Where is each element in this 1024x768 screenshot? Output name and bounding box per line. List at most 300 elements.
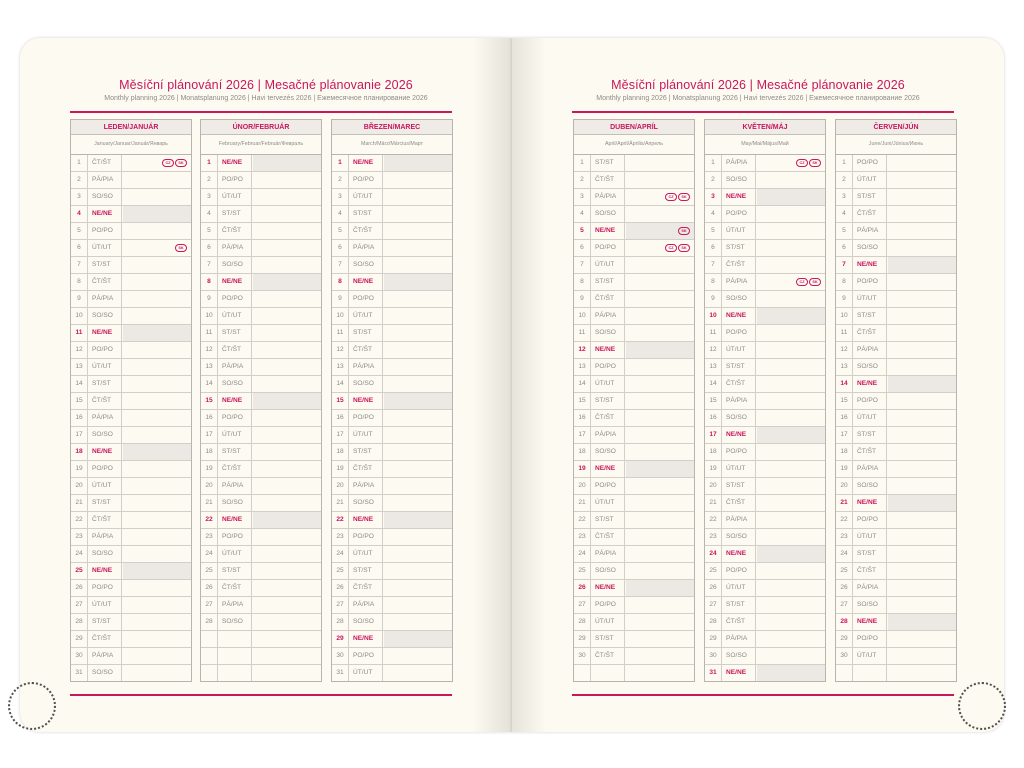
notes-cell[interactable] <box>253 597 321 613</box>
weekday-label: ČT/ŠT <box>722 376 756 392</box>
day-row <box>71 546 191 563</box>
notes-cell[interactable] <box>253 291 321 307</box>
notes-cell[interactable] <box>757 274 825 290</box>
notes-cell[interactable] <box>123 393 191 409</box>
notes-cell[interactable] <box>123 206 191 222</box>
notes-cell[interactable] <box>888 563 956 579</box>
weekday-label: PO/PO <box>853 274 887 290</box>
notes-cell[interactable] <box>888 291 956 307</box>
day-number: 5 <box>201 223 218 239</box>
notes-cell[interactable] <box>757 155 825 171</box>
notes-cell[interactable] <box>123 546 191 562</box>
month-translations: June/Juni/Június/Июнь <box>836 135 956 155</box>
notes-cell[interactable] <box>253 376 321 392</box>
notes-cell[interactable] <box>888 597 956 613</box>
notes-cell[interactable] <box>384 665 452 681</box>
day-row <box>201 512 321 529</box>
notes-cell[interactable] <box>253 495 321 511</box>
day-row <box>332 291 452 308</box>
notes-cell[interactable] <box>626 512 694 528</box>
weekday-label: PO/PO <box>853 631 887 647</box>
weekday-label: PO/PO <box>722 563 756 579</box>
weekday-label: ST/ST <box>722 597 756 613</box>
day-number: 24 <box>71 546 88 562</box>
notes-cell[interactable] <box>384 257 452 273</box>
notes-cell[interactable] <box>888 631 956 647</box>
notes-cell[interactable] <box>384 546 452 562</box>
notes-cell[interactable] <box>384 631 452 647</box>
notes-cell[interactable] <box>757 291 825 307</box>
notes-cell[interactable] <box>888 546 956 562</box>
day-row <box>574 240 694 257</box>
notes-cell[interactable] <box>123 257 191 273</box>
weekday-label: PO/PO <box>591 359 625 375</box>
day-number: 2 <box>201 172 218 188</box>
notes-cell[interactable] <box>757 427 825 443</box>
notes-cell[interactable] <box>626 631 694 647</box>
notes-cell[interactable] <box>888 427 956 443</box>
day-number: 23 <box>705 529 722 545</box>
day-row <box>201 274 321 291</box>
weekday-label: ST/ST <box>88 614 122 630</box>
notes-cell[interactable] <box>123 580 191 596</box>
notes-cell[interactable] <box>757 359 825 375</box>
notes-cell[interactable] <box>253 206 321 222</box>
day-number: 17 <box>71 427 88 443</box>
notes-cell[interactable] <box>384 308 452 324</box>
weekday-label: PÁ/PIA <box>853 580 887 596</box>
weekday-label: PÁ/PIA <box>853 461 887 477</box>
day-number: 25 <box>836 563 853 579</box>
weekday-label: SO/SO <box>218 376 252 392</box>
notes-cell[interactable] <box>757 563 825 579</box>
notes-cell[interactable] <box>253 240 321 256</box>
notes-cell[interactable] <box>757 648 825 664</box>
notes-cell[interactable] <box>888 155 956 171</box>
notes-cell[interactable] <box>626 614 694 630</box>
notes-cell[interactable] <box>626 359 694 375</box>
day-row <box>332 376 452 393</box>
day-row <box>332 240 452 257</box>
day-number: 9 <box>705 291 722 307</box>
weekday-label: SO/SO <box>591 563 625 579</box>
notes-cell[interactable] <box>626 546 694 562</box>
notes-cell[interactable] <box>757 580 825 596</box>
day-row <box>332 631 452 648</box>
day-row <box>71 563 191 580</box>
day-number: 30 <box>574 648 591 664</box>
day-number: 11 <box>201 325 218 341</box>
notes-cell[interactable] <box>123 240 191 256</box>
weekday-label: SO/SO <box>591 206 625 222</box>
notes-cell[interactable] <box>123 410 191 426</box>
day-row <box>705 563 825 580</box>
day-number: 7 <box>332 257 349 273</box>
notes-cell[interactable] <box>123 563 191 579</box>
day-number: 24 <box>705 546 722 562</box>
weekday-label: NE/NE <box>722 189 756 205</box>
notes-cell[interactable] <box>626 410 694 426</box>
day-row <box>705 648 825 665</box>
notes-cell[interactable] <box>123 291 191 307</box>
notes-cell[interactable] <box>253 461 321 477</box>
day-row <box>574 563 694 580</box>
weekday-label: SO/SO <box>722 172 756 188</box>
notes-cell[interactable] <box>384 495 452 511</box>
notes-cell[interactable] <box>757 478 825 494</box>
notes-cell[interactable] <box>253 325 321 341</box>
day-row <box>836 342 956 359</box>
notes-cell[interactable] <box>888 478 956 494</box>
notes-cell[interactable] <box>123 597 191 613</box>
notes-cell[interactable] <box>384 189 452 205</box>
day-number: 23 <box>71 529 88 545</box>
day-row <box>574 427 694 444</box>
day-number: 31 <box>705 665 722 681</box>
weekday-label: ST/ST <box>591 631 625 647</box>
notes-cell[interactable] <box>888 342 956 358</box>
notes-cell[interactable] <box>626 274 694 290</box>
notes-cell[interactable] <box>253 359 321 375</box>
weekday-label: NE/NE <box>853 257 887 273</box>
notes-cell[interactable] <box>626 206 694 222</box>
notes-cell[interactable] <box>253 172 321 188</box>
weekday-label: SO/SO <box>88 665 122 681</box>
notes-cell[interactable] <box>757 546 825 562</box>
notes-cell[interactable] <box>253 223 321 239</box>
day-number: 12 <box>332 342 349 358</box>
notes-cell[interactable] <box>626 172 694 188</box>
notes-cell[interactable] <box>384 614 452 630</box>
notes-cell[interactable] <box>123 427 191 443</box>
notes-cell[interactable] <box>384 580 452 596</box>
notes-cell[interactable] <box>757 308 825 324</box>
day-number: 10 <box>705 308 722 324</box>
notes-cell[interactable] <box>384 155 452 171</box>
weekday-label: ČT/ŠT <box>591 410 625 426</box>
day-number: 11 <box>71 325 88 341</box>
weekday-label: SO/SO <box>349 257 383 273</box>
notes-cell[interactable] <box>888 240 956 256</box>
notes-cell[interactable] <box>384 563 452 579</box>
day-row <box>332 393 452 410</box>
weekday-label: PO/PO <box>218 291 252 307</box>
notes-cell[interactable] <box>253 580 321 596</box>
notes-cell[interactable] <box>757 342 825 358</box>
weekday-label: ČT/ŠT <box>218 461 252 477</box>
notes-cell[interactable] <box>888 410 956 426</box>
notes-cell[interactable] <box>626 257 694 273</box>
notes-cell[interactable] <box>888 393 956 409</box>
notes-cell[interactable] <box>888 580 956 596</box>
notes-cell[interactable] <box>626 580 694 596</box>
weekday-label: PÁ/PIA <box>722 631 756 647</box>
notes-cell[interactable] <box>626 342 694 358</box>
day-number: 21 <box>836 495 853 511</box>
day-number: 19 <box>71 461 88 477</box>
day-row <box>71 427 191 444</box>
notes-cell[interactable] <box>757 444 825 460</box>
day-number: 3 <box>836 189 853 205</box>
weekday-label: SO/SO <box>853 359 887 375</box>
notes-cell[interactable] <box>384 444 452 460</box>
day-number: 8 <box>332 274 349 290</box>
notes-cell[interactable] <box>757 461 825 477</box>
day-row <box>332 410 452 427</box>
notes-cell[interactable] <box>626 240 694 256</box>
notes-cell[interactable] <box>253 342 321 358</box>
notes-cell[interactable] <box>888 376 956 392</box>
weekday-label: PÁ/PIA <box>722 512 756 528</box>
notes-cell[interactable] <box>384 342 452 358</box>
notes-cell[interactable] <box>888 461 956 477</box>
notes-cell[interactable] <box>626 444 694 460</box>
notes-cell[interactable] <box>384 427 452 443</box>
notes-cell[interactable] <box>384 478 452 494</box>
notes-cell[interactable] <box>626 478 694 494</box>
notes-cell[interactable] <box>757 376 825 392</box>
weekday-label: SO/SO <box>349 495 383 511</box>
notes-cell[interactable] <box>123 614 191 630</box>
weekday-label: PÁ/PIA <box>349 597 383 613</box>
notes-cell[interactable] <box>626 393 694 409</box>
notes-cell[interactable] <box>123 342 191 358</box>
day-number: 12 <box>836 342 853 358</box>
day-row <box>332 325 452 342</box>
day-row <box>71 240 191 257</box>
notes-cell[interactable] <box>757 614 825 630</box>
weekday-label: SO/SO <box>88 546 122 562</box>
notes-cell[interactable] <box>253 410 321 426</box>
right-header <box>512 78 1004 102</box>
weekday-label: PO/PO <box>349 172 383 188</box>
notes-cell[interactable] <box>384 172 452 188</box>
notes-cell[interactable] <box>626 495 694 511</box>
day-row <box>836 427 956 444</box>
notes-cell[interactable] <box>757 512 825 528</box>
day-row <box>71 478 191 495</box>
weekday-label: ST/ST <box>722 240 756 256</box>
notes-cell[interactable] <box>626 427 694 443</box>
notes-cell[interactable] <box>123 189 191 205</box>
notes-cell[interactable] <box>626 155 694 171</box>
notes-cell[interactable] <box>888 529 956 545</box>
notes-cell[interactable] <box>123 665 191 681</box>
notes-cell[interactable] <box>384 648 452 664</box>
weekday-label: ČT/ŠT <box>88 512 122 528</box>
day-number: 30 <box>332 648 349 664</box>
notes-cell[interactable] <box>253 427 321 443</box>
notes-cell[interactable] <box>123 648 191 664</box>
notes-cell[interactable] <box>253 512 321 528</box>
notes-cell[interactable] <box>253 529 321 545</box>
notes-cell[interactable] <box>888 512 956 528</box>
notes-cell[interactable] <box>888 325 956 341</box>
day-row <box>332 257 452 274</box>
notes-cell[interactable] <box>253 444 321 460</box>
notes-cell[interactable] <box>888 189 956 205</box>
notes-cell[interactable] <box>757 172 825 188</box>
notes-cell[interactable] <box>757 240 825 256</box>
day-row <box>332 427 452 444</box>
day-number: 18 <box>705 444 722 460</box>
day-number: 13 <box>836 359 853 375</box>
day-row <box>836 189 956 206</box>
notes-cell[interactable] <box>757 410 825 426</box>
notes-cell[interactable] <box>757 665 825 681</box>
notes-cell[interactable] <box>123 444 191 460</box>
notes-cell[interactable] <box>888 648 956 664</box>
day-row <box>574 410 694 427</box>
day-row <box>574 274 694 291</box>
notes-cell[interactable] <box>253 393 321 409</box>
notes-cell[interactable] <box>626 223 694 239</box>
notes-cell[interactable] <box>626 563 694 579</box>
notes-cell[interactable] <box>123 308 191 324</box>
notes-cell[interactable] <box>384 461 452 477</box>
notes-cell[interactable] <box>757 206 825 222</box>
day-row <box>836 393 956 410</box>
notes-cell[interactable] <box>888 223 956 239</box>
notes-cell[interactable] <box>888 444 956 460</box>
notes-cell[interactable] <box>384 359 452 375</box>
notes-cell[interactable] <box>123 325 191 341</box>
notes-cell[interactable] <box>384 223 452 239</box>
weekday-label: NE/NE <box>88 563 122 579</box>
weekday-label: NE/NE <box>591 342 625 358</box>
notes-cell[interactable] <box>888 257 956 273</box>
notes-cell[interactable] <box>253 614 321 630</box>
weekday-label: SO/SO <box>88 427 122 443</box>
notes-cell[interactable] <box>123 495 191 511</box>
notes-cell[interactable] <box>123 461 191 477</box>
notes-cell[interactable] <box>253 189 321 205</box>
day-row <box>836 172 956 189</box>
day-number: 25 <box>71 563 88 579</box>
notes-cell[interactable] <box>757 495 825 511</box>
notes-cell[interactable] <box>384 325 452 341</box>
notes-cell[interactable] <box>888 206 956 222</box>
notes-cell[interactable] <box>123 512 191 528</box>
notes-cell[interactable] <box>888 308 956 324</box>
notes-cell[interactable] <box>626 461 694 477</box>
notes-cell[interactable] <box>888 172 956 188</box>
day-number: 7 <box>836 257 853 273</box>
weekday-label: ÚT/UT <box>853 410 887 426</box>
weekday-label: SO/SO <box>722 291 756 307</box>
day-row <box>332 580 452 597</box>
day-number: 7 <box>574 257 591 273</box>
day-row <box>836 614 956 631</box>
notes-cell[interactable] <box>123 172 191 188</box>
notes-cell[interactable] <box>253 478 321 494</box>
day-row <box>574 580 694 597</box>
notes-cell[interactable] <box>123 376 191 392</box>
notes-cell[interactable] <box>253 274 321 290</box>
notes-cell[interactable] <box>757 529 825 545</box>
day-number: 21 <box>71 495 88 511</box>
day-row <box>705 155 825 172</box>
day-row <box>332 308 452 325</box>
day-number: 20 <box>201 478 218 494</box>
notes-cell[interactable] <box>626 376 694 392</box>
notes-cell[interactable] <box>757 597 825 613</box>
day-row <box>705 376 825 393</box>
weekday-label: PO/PO <box>591 478 625 494</box>
notes-cell[interactable] <box>384 393 452 409</box>
notes-cell[interactable] <box>384 410 452 426</box>
notes-cell[interactable] <box>384 512 452 528</box>
notes-cell[interactable] <box>626 529 694 545</box>
notes-cell[interactable] <box>384 206 452 222</box>
day-number: 2 <box>71 172 88 188</box>
notes-cell[interactable] <box>888 614 956 630</box>
day-row <box>332 563 452 580</box>
weekday-label: ST/ST <box>88 495 122 511</box>
day-number: 18 <box>71 444 88 460</box>
notes-cell[interactable] <box>757 631 825 647</box>
notes-cell[interactable] <box>253 155 321 171</box>
notes-cell[interactable] <box>253 308 321 324</box>
notes-cell[interactable] <box>384 597 452 613</box>
day-row <box>201 376 321 393</box>
day-row <box>836 376 956 393</box>
notes-cell[interactable] <box>626 291 694 307</box>
day-number: 20 <box>574 478 591 494</box>
notes-cell[interactable] <box>384 240 452 256</box>
notes-cell[interactable] <box>626 597 694 613</box>
day-number: 13 <box>332 359 349 375</box>
day-row <box>705 325 825 342</box>
day-row <box>836 410 956 427</box>
notes-cell[interactable] <box>253 563 321 579</box>
notes-cell[interactable] <box>123 155 191 171</box>
notes-cell[interactable] <box>384 274 452 290</box>
notes-cell[interactable] <box>626 189 694 205</box>
weekday-label: PÁ/PIA <box>88 529 122 545</box>
day-row <box>332 546 452 563</box>
notes-cell[interactable] <box>888 495 956 511</box>
notes-cell[interactable] <box>384 529 452 545</box>
notes-cell[interactable] <box>123 274 191 290</box>
notes-cell[interactable] <box>123 223 191 239</box>
notes-cell[interactable] <box>888 359 956 375</box>
weekday-label: PÁ/PIA <box>218 240 252 256</box>
notes-cell[interactable] <box>123 631 191 647</box>
notes-cell[interactable] <box>384 291 452 307</box>
page-title: Měsíční plánování 2026 | Mesačné plánovanie 2026 <box>119 78 413 92</box>
notes-cell[interactable] <box>123 359 191 375</box>
day-row <box>201 461 321 478</box>
notes-cell[interactable] <box>626 308 694 324</box>
notes-cell[interactable] <box>253 546 321 562</box>
day-row <box>705 240 825 257</box>
notes-cell[interactable] <box>626 648 694 664</box>
notes-cell[interactable] <box>757 393 825 409</box>
notes-cell[interactable] <box>384 376 452 392</box>
notes-cell[interactable] <box>123 478 191 494</box>
notes-cell[interactable] <box>757 223 825 239</box>
day-row <box>836 274 956 291</box>
notes-cell[interactable] <box>123 529 191 545</box>
notes-cell[interactable] <box>626 325 694 341</box>
notes-cell[interactable] <box>757 325 825 341</box>
notes-cell[interactable] <box>888 274 956 290</box>
notes-cell[interactable] <box>757 257 825 273</box>
notes-cell[interactable] <box>757 189 825 205</box>
weekday-label: NE/NE <box>722 308 756 324</box>
notes-cell[interactable] <box>253 257 321 273</box>
